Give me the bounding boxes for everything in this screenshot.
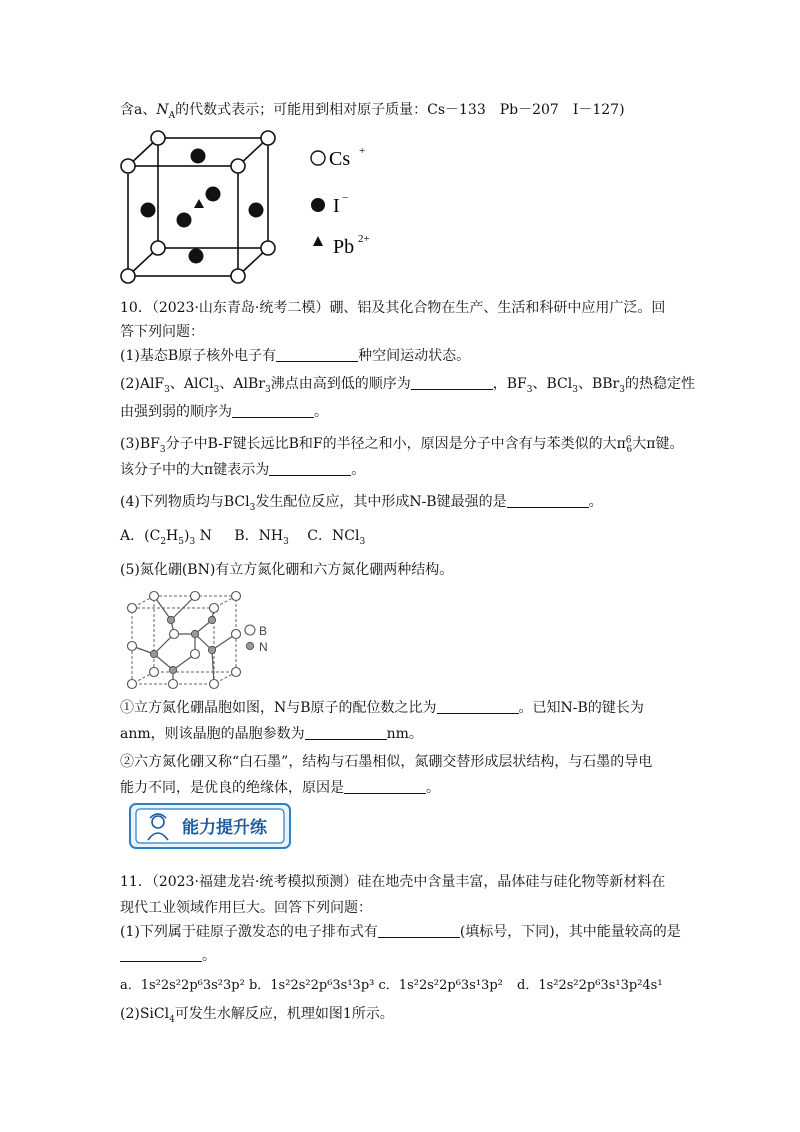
q10-p1-text: (1)基态B原子核外电子有 [120,348,277,364]
perovskite-cell-figure [118,128,388,288]
formula-sub: 3 [526,384,533,395]
separator: 、 [532,376,547,392]
separator: 、 [577,376,592,392]
q10-options [120,526,365,546]
q10-sub1-cont [120,724,423,744]
answer-blank[interactable] [305,725,387,740]
option-a-formula: N [195,528,212,544]
legend-cs-sup: + [359,145,366,157]
legend-cs-marker [311,151,325,165]
q10-p3-text2: 该分子中的大 [120,462,204,478]
section-badge [128,802,292,850]
nitrogen-atom [208,646,215,653]
na-symbol: N [156,102,169,118]
legend-i-sup: − [342,192,349,204]
q10-p2-text2: 由强到弱的顺序为 [120,404,232,420]
q10-part4 [120,492,603,512]
q10-p5-text2: )有立方氮化硼和六方氮化硼两种结构。 [209,562,454,578]
formula-bcl3: BCl [223,494,250,510]
q10-p2-text: 沸点由高到低的顺序为 [270,376,411,392]
q10-part3 [120,434,683,454]
nitrogen-atom [191,630,198,637]
q10-sub1 [120,698,644,718]
formula-sub: 3 [572,384,578,395]
legend-pb-marker [313,236,323,246]
answer-blank[interactable] [120,947,202,962]
boron-atom [232,630,241,639]
q11-part1 [120,922,681,942]
q10-p3-num: (3) [120,436,140,452]
formula-bcl3: BCl [546,376,573,392]
period: 。 [588,494,603,510]
option-c: c．1s²2s²2p⁶3s¹3p² [378,978,503,993]
iodide-ion [206,187,221,202]
cs-ion-corner [261,131,275,145]
boron-atom [150,592,159,601]
badge-label: 能力提升练 [182,818,267,838]
option-b: B．NH [234,528,284,544]
boron-atom [232,592,241,601]
boron-atom [128,604,137,613]
nitrogen-atom [169,666,176,673]
cs-ion-corner [151,131,165,145]
answer-blank[interactable] [378,923,460,938]
answer-blank[interactable] [232,403,314,418]
q10-sub2-text: 能力不同，是优良的绝缘体，原因是 [120,780,344,796]
cs-ion-corner [261,241,275,255]
boron-atom [150,668,159,677]
formula-sub: 5 [178,536,184,547]
option-a-formula: H [166,528,179,544]
formula-sub: 3 [213,384,220,395]
q10-p2-tail: 的热稳定性 [624,376,695,392]
boron-atom [191,650,200,659]
q10-p3-tail: 大π键。 [632,436,684,452]
formula-bbr3: BBr [591,376,620,392]
formula-sub: 3 [264,384,271,395]
intro-text: 含a、 [120,102,157,118]
boron-atom [169,680,178,689]
legend-i-marker [311,198,325,212]
iodide-ion [177,213,192,228]
lead-ion [194,199,204,208]
intro-rest: 的代数式表示；可能用到相对原子质量：Cs－133 Pb－207 I－127) [175,102,625,118]
cs-ion-corner [231,159,245,173]
formula-alf3: AlF [139,376,165,392]
legend-pb-sup: 2+ [358,233,370,245]
period: 。 [202,948,216,964]
q11-part1-cont [120,946,216,966]
option-b: b．1s²2s²2p⁶3s¹3p³ [248,978,375,993]
q11-part2 [120,1004,394,1024]
answer-blank[interactable] [269,461,351,476]
q11-p1-text: (1)下列属于硅原子激发态的电子排布式有 [120,924,378,940]
option-a-label: A． [120,528,145,544]
cubic-bn-figure [124,590,304,690]
pi-sub: 6 [626,444,633,455]
q11-title: 11．（2023·福建龙岩·统考模拟预测）硅在地壳中含量丰富，晶体硅与硅化物等新材料在 [120,874,666,890]
answer-blank[interactable] [411,375,493,390]
separator: 、 [219,376,234,392]
intro-line [120,100,625,120]
boron-atom [232,668,241,677]
formula-sub: 2 [160,536,167,547]
q10-p1-tail: 种空间运动状态。 [358,348,471,364]
nitrogen-atom [208,616,215,623]
q10-p5-text: (5)氮化硼( [120,562,188,578]
legend-b-marker [245,625,255,635]
answer-blank[interactable] [344,779,426,794]
q11-p1-text2: (填标号，下同)，其中能量较高的是 [459,924,681,940]
q10-sub1-text: ①立方氮化硼晶胞如图，N与B原子的配位数之比为 [120,700,437,716]
option-a: a．1s²2s²2p⁶3s²3p² [120,978,245,993]
answer-blank[interactable] [437,699,519,714]
q10-p2-comma: ， [492,376,507,392]
iodide-ion [249,203,264,218]
formula-bf3: BF [506,376,527,392]
q10-p4-text2: 发生配位反应，其中形成N-B键最强的是 [255,494,507,510]
option-a-formula: ) [184,528,190,544]
q10-part5 [120,560,453,580]
formula-sub: 3 [359,536,366,547]
q11-p2-text: 可发生水解反应，机理如图1所示。 [174,1006,394,1022]
cs-ion-corner [231,269,245,283]
boron-atom [191,592,200,601]
formula-sub: 3 [283,536,289,547]
formula-sub: 3 [159,444,166,455]
formula-albr3: AlBr [233,376,265,392]
q10-p3-text3: 键表示为 [213,462,270,478]
formula-sub: 4 [169,1014,175,1025]
legend-n-marker [246,642,253,649]
cs-ion-corner [121,159,135,173]
iodide-ion [191,149,206,164]
boron-atom [128,642,137,651]
option-c: C．NCl [307,528,360,544]
legend-cs-label: Cs [329,148,351,170]
formula-sub: 3 [164,384,170,395]
q10-part2 [120,374,695,394]
legend-b-label: B [259,624,268,638]
q10-sub2-cont [120,778,440,798]
formula-sub: 3 [189,536,196,547]
period: 。 [351,462,366,478]
q10-part3-cont [120,460,365,480]
formula-alcl3: AlCl [183,376,214,392]
answer-blank[interactable] [507,493,589,508]
legend-i-label: I [333,195,340,217]
q10-p2-num: (2) [120,376,140,392]
nitrogen-atom [167,616,174,623]
boron-atom [128,680,137,689]
boron-atom [210,604,219,613]
q10-part1 [120,346,470,366]
formula-bn: BN [187,562,210,578]
q10-title: 10．（2023·山东青岛·统考二模）硼、铝及其化合物在生产、生活和科研中应用广泛。回 [120,300,666,316]
option-d: d．1s²2s²2p⁶3s¹3p²4s¹ [517,978,663,993]
formula-sicl4: (2)SiCl [120,1006,170,1022]
answer-blank[interactable] [276,347,358,362]
iodide-ion [189,249,204,264]
q10-sub2: ②六方氮化硼又称“白石墨”，结构与石墨相似，氮硼交替形成层状结构，与石墨的导电 [120,754,653,770]
nitrogen-atom [150,650,157,657]
cs-ion-corner [151,241,165,255]
legend-n-label: N [259,640,268,654]
q10-sub1-text2: 。已知N-B的键长为 [518,700,644,716]
separator: 、 [169,376,184,392]
period: 。 [426,780,440,796]
pi-sup: 6 [625,435,632,446]
q11-title-cont: 现代工业领域作用巨大。回答下列问题： [120,900,372,916]
formula-sub: 3 [249,502,256,513]
pi-symbol: π [616,436,626,452]
q10-p3-text: 分子中B-F键长远比B和F的半径之和小，原因是分子中含有与苯类似的大 [165,436,617,452]
q10-p4-text: (4)下列物质均与 [120,494,224,510]
q10-sub1-unit: nm。 [386,726,423,742]
cs-ion-corner [121,269,135,283]
option-a-formula: (C [144,528,161,544]
boron-atom [170,630,179,639]
q11-options [120,976,663,996]
q10-part2-cont [120,402,328,422]
iodide-ion [141,203,156,218]
q10-title-cont: 答下列问题： [120,324,204,340]
legend-pb-label: Pb [333,236,355,258]
boron-atom [210,680,219,689]
formula-sub: 3 [619,384,625,395]
pi-symbol: π [204,462,214,478]
na-sub: A [168,110,176,121]
q10-sub1-text3: anm，则该晶胞的晶胞参数为 [120,726,305,742]
formula-bf3: BF [139,436,160,452]
period: 。 [314,404,328,420]
